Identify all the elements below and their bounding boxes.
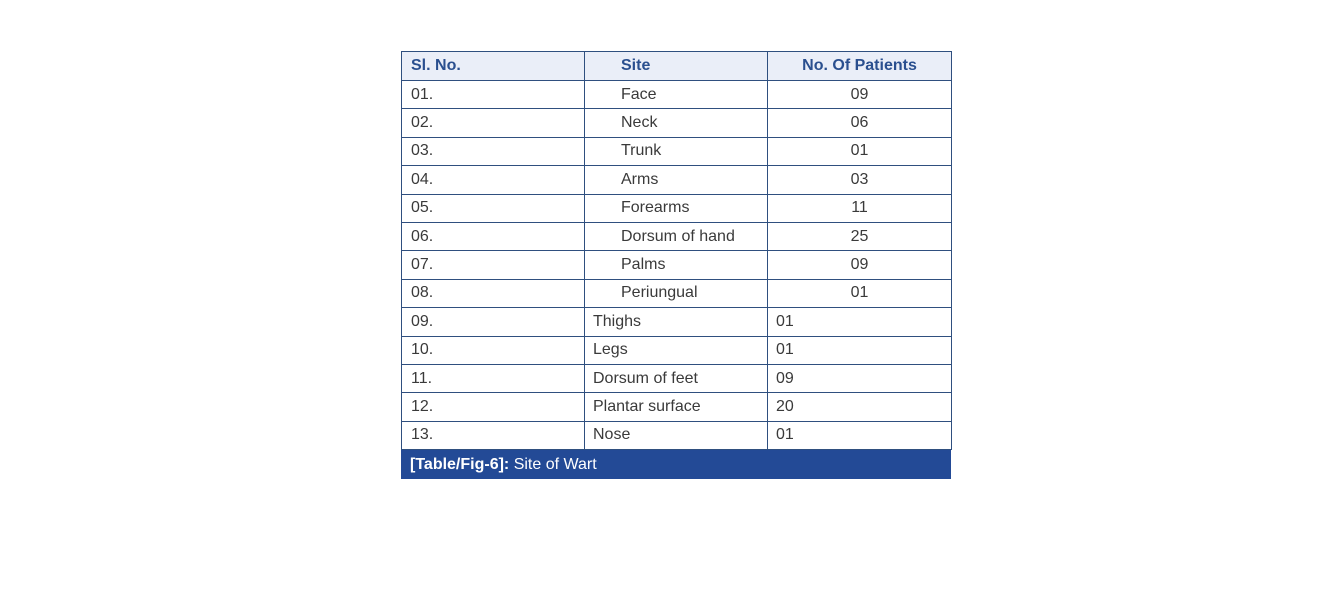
cell-patients: 06 — [768, 109, 952, 137]
cell-site: Neck — [585, 109, 768, 137]
cell-site: Arms — [585, 166, 768, 194]
cell-site: Periungual — [585, 279, 768, 307]
cell-patients: 11 — [768, 194, 952, 222]
cell-sl-no: 13. — [402, 421, 585, 449]
cell-site: Forearms — [585, 194, 768, 222]
header-sl-no: Sl. No. — [402, 52, 585, 81]
cell-patients: 20 — [768, 393, 952, 421]
cell-site: Dorsum of hand — [585, 222, 768, 250]
cell-site: Nose — [585, 421, 768, 449]
header-site: Site — [585, 52, 768, 81]
table-row — [402, 364, 952, 392]
cell-sl-no: 12. — [402, 393, 585, 421]
cell-patients: 01 — [768, 279, 952, 307]
cell-patients: 25 — [768, 222, 952, 250]
table-row — [402, 137, 952, 165]
cell-patients: 01 — [768, 137, 952, 165]
table-row — [402, 308, 952, 336]
caption-label: [Table/Fig-6]: — [410, 456, 510, 474]
cell-site: Dorsum of feet — [585, 364, 768, 392]
cell-sl-no: 08. — [402, 279, 585, 307]
cell-sl-no: 09. — [402, 308, 585, 336]
table-caption — [401, 450, 951, 479]
cell-patients: 01 — [768, 336, 952, 364]
table-header-row — [402, 52, 952, 81]
cell-sl-no: 11. — [402, 364, 585, 392]
table-row — [402, 166, 952, 194]
cell-sl-no: 10. — [402, 336, 585, 364]
cell-patients: 03 — [768, 166, 952, 194]
table-figure — [401, 51, 951, 479]
table-row — [402, 421, 952, 449]
header-no-of-patients: No. Of Patients — [768, 52, 952, 81]
table-row — [402, 251, 952, 279]
cell-patients: 09 — [768, 364, 952, 392]
cell-sl-no: 06. — [402, 222, 585, 250]
table-row — [402, 222, 952, 250]
cell-patients: 09 — [768, 81, 952, 109]
table-row — [402, 336, 952, 364]
table-row — [402, 81, 952, 109]
cell-site: Face — [585, 81, 768, 109]
cell-sl-no: 01. — [402, 81, 585, 109]
cell-site: Trunk — [585, 137, 768, 165]
cell-sl-no: 04. — [402, 166, 585, 194]
cell-site: Thighs — [585, 308, 768, 336]
cell-site: Plantar surface — [585, 393, 768, 421]
cell-site: Palms — [585, 251, 768, 279]
table-row — [402, 279, 952, 307]
table-row — [402, 194, 952, 222]
cell-sl-no: 07. — [402, 251, 585, 279]
cell-sl-no: 03. — [402, 137, 585, 165]
cell-sl-no: 02. — [402, 109, 585, 137]
cell-sl-no: 05. — [402, 194, 585, 222]
cell-patients: 01 — [768, 421, 952, 449]
table-row — [402, 393, 952, 421]
cell-site: Legs — [585, 336, 768, 364]
cell-patients: 09 — [768, 251, 952, 279]
cell-patients: 01 — [768, 308, 952, 336]
table-row — [402, 109, 952, 137]
site-of-wart-table — [401, 51, 952, 450]
caption-text: Site of Wart — [509, 456, 597, 474]
